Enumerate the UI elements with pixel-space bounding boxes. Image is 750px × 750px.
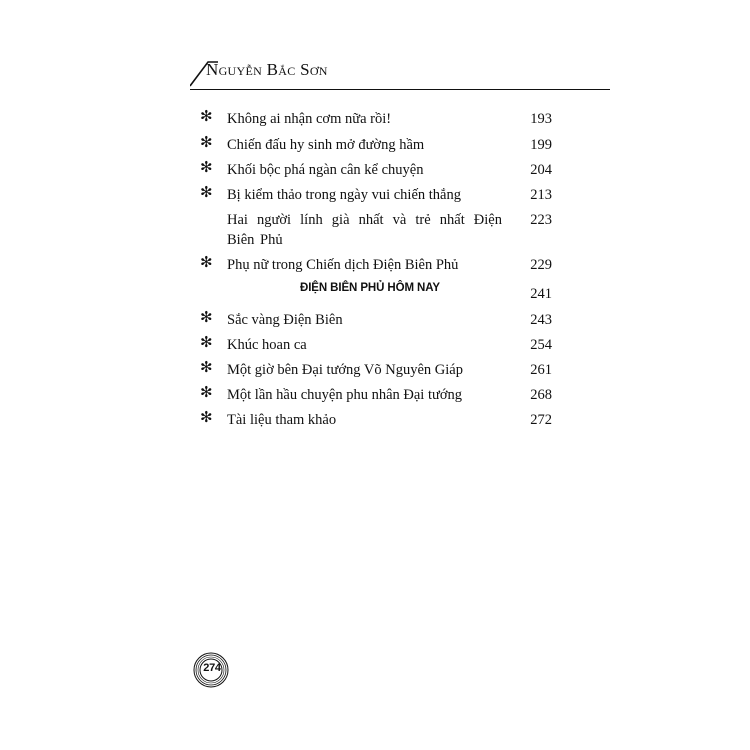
entry-page-number: 223 xyxy=(530,212,552,228)
entry-title: Hai người lính già nhất và trẻ nhất Điện Biên Phủ xyxy=(227,212,502,248)
entry-page-number: 229 xyxy=(530,257,552,273)
entry-title: Bị kiểm thảo trong ngày vui chiến thắng xyxy=(227,187,461,203)
entry-page-number: 261 xyxy=(530,362,552,378)
asterisk-bullet-icon: ✻ xyxy=(200,383,213,401)
entry-page-number: 268 xyxy=(530,387,552,403)
asterisk-bullet-icon: ✻ xyxy=(200,183,213,201)
asterisk-bullet-icon: ✻ xyxy=(200,253,213,271)
author-name: Nguyễn Bắc Sơn xyxy=(206,60,328,79)
section-heading: ĐIỆN BIÊN PHỦ HÔM NAY xyxy=(300,282,440,294)
entry-title: Phụ nữ trong Chiến dịch Điện Biên Phủ xyxy=(227,257,459,273)
asterisk-bullet-icon: ✻ xyxy=(200,308,213,326)
entry-title: Một lần hầu chuyện phu nhân Đại tướng xyxy=(227,387,462,403)
entry-page-number: 243 xyxy=(530,312,552,328)
asterisk-bullet-icon: ✻ xyxy=(200,158,213,176)
entry-page-number: 213 xyxy=(530,187,552,203)
entry-title: Chiến đấu hy sinh mở đường hầm xyxy=(227,137,425,153)
entry-page-number: 254 xyxy=(530,337,552,353)
header-rule xyxy=(190,89,610,90)
entry-page-number: 272 xyxy=(530,412,552,428)
asterisk-bullet-icon: ✻ xyxy=(200,408,213,426)
running-header xyxy=(190,56,610,90)
asterisk-bullet-icon: ✻ xyxy=(200,333,213,351)
entry-page-number: 204 xyxy=(530,162,552,178)
entry-page-number: 193 xyxy=(530,111,552,127)
entry-page-number: 199 xyxy=(530,137,552,153)
asterisk-bullet-icon: ✻ xyxy=(200,133,213,151)
asterisk-bullet-icon: ✻ xyxy=(200,358,213,376)
entry-title: Sắc vàng Điện Biên xyxy=(227,312,343,328)
page-number-badge xyxy=(193,652,229,688)
entry-title: Một giờ bên Đại tướng Võ Nguyên Giáp xyxy=(227,362,463,378)
toc-entry xyxy=(200,210,552,254)
page-number: 274 xyxy=(203,662,221,674)
asterisk-bullet-icon: ✻ xyxy=(200,107,213,125)
entry-title: Không ai nhận cơm nữa rồi! xyxy=(227,111,392,127)
section-page-number: 241 xyxy=(530,286,552,302)
entry-title: Khối bộc phá ngàn cân kể chuyện xyxy=(227,162,424,178)
entry-title: Khúc hoan ca xyxy=(227,337,307,353)
entry-title: Tài liệu tham khảo xyxy=(227,412,337,428)
